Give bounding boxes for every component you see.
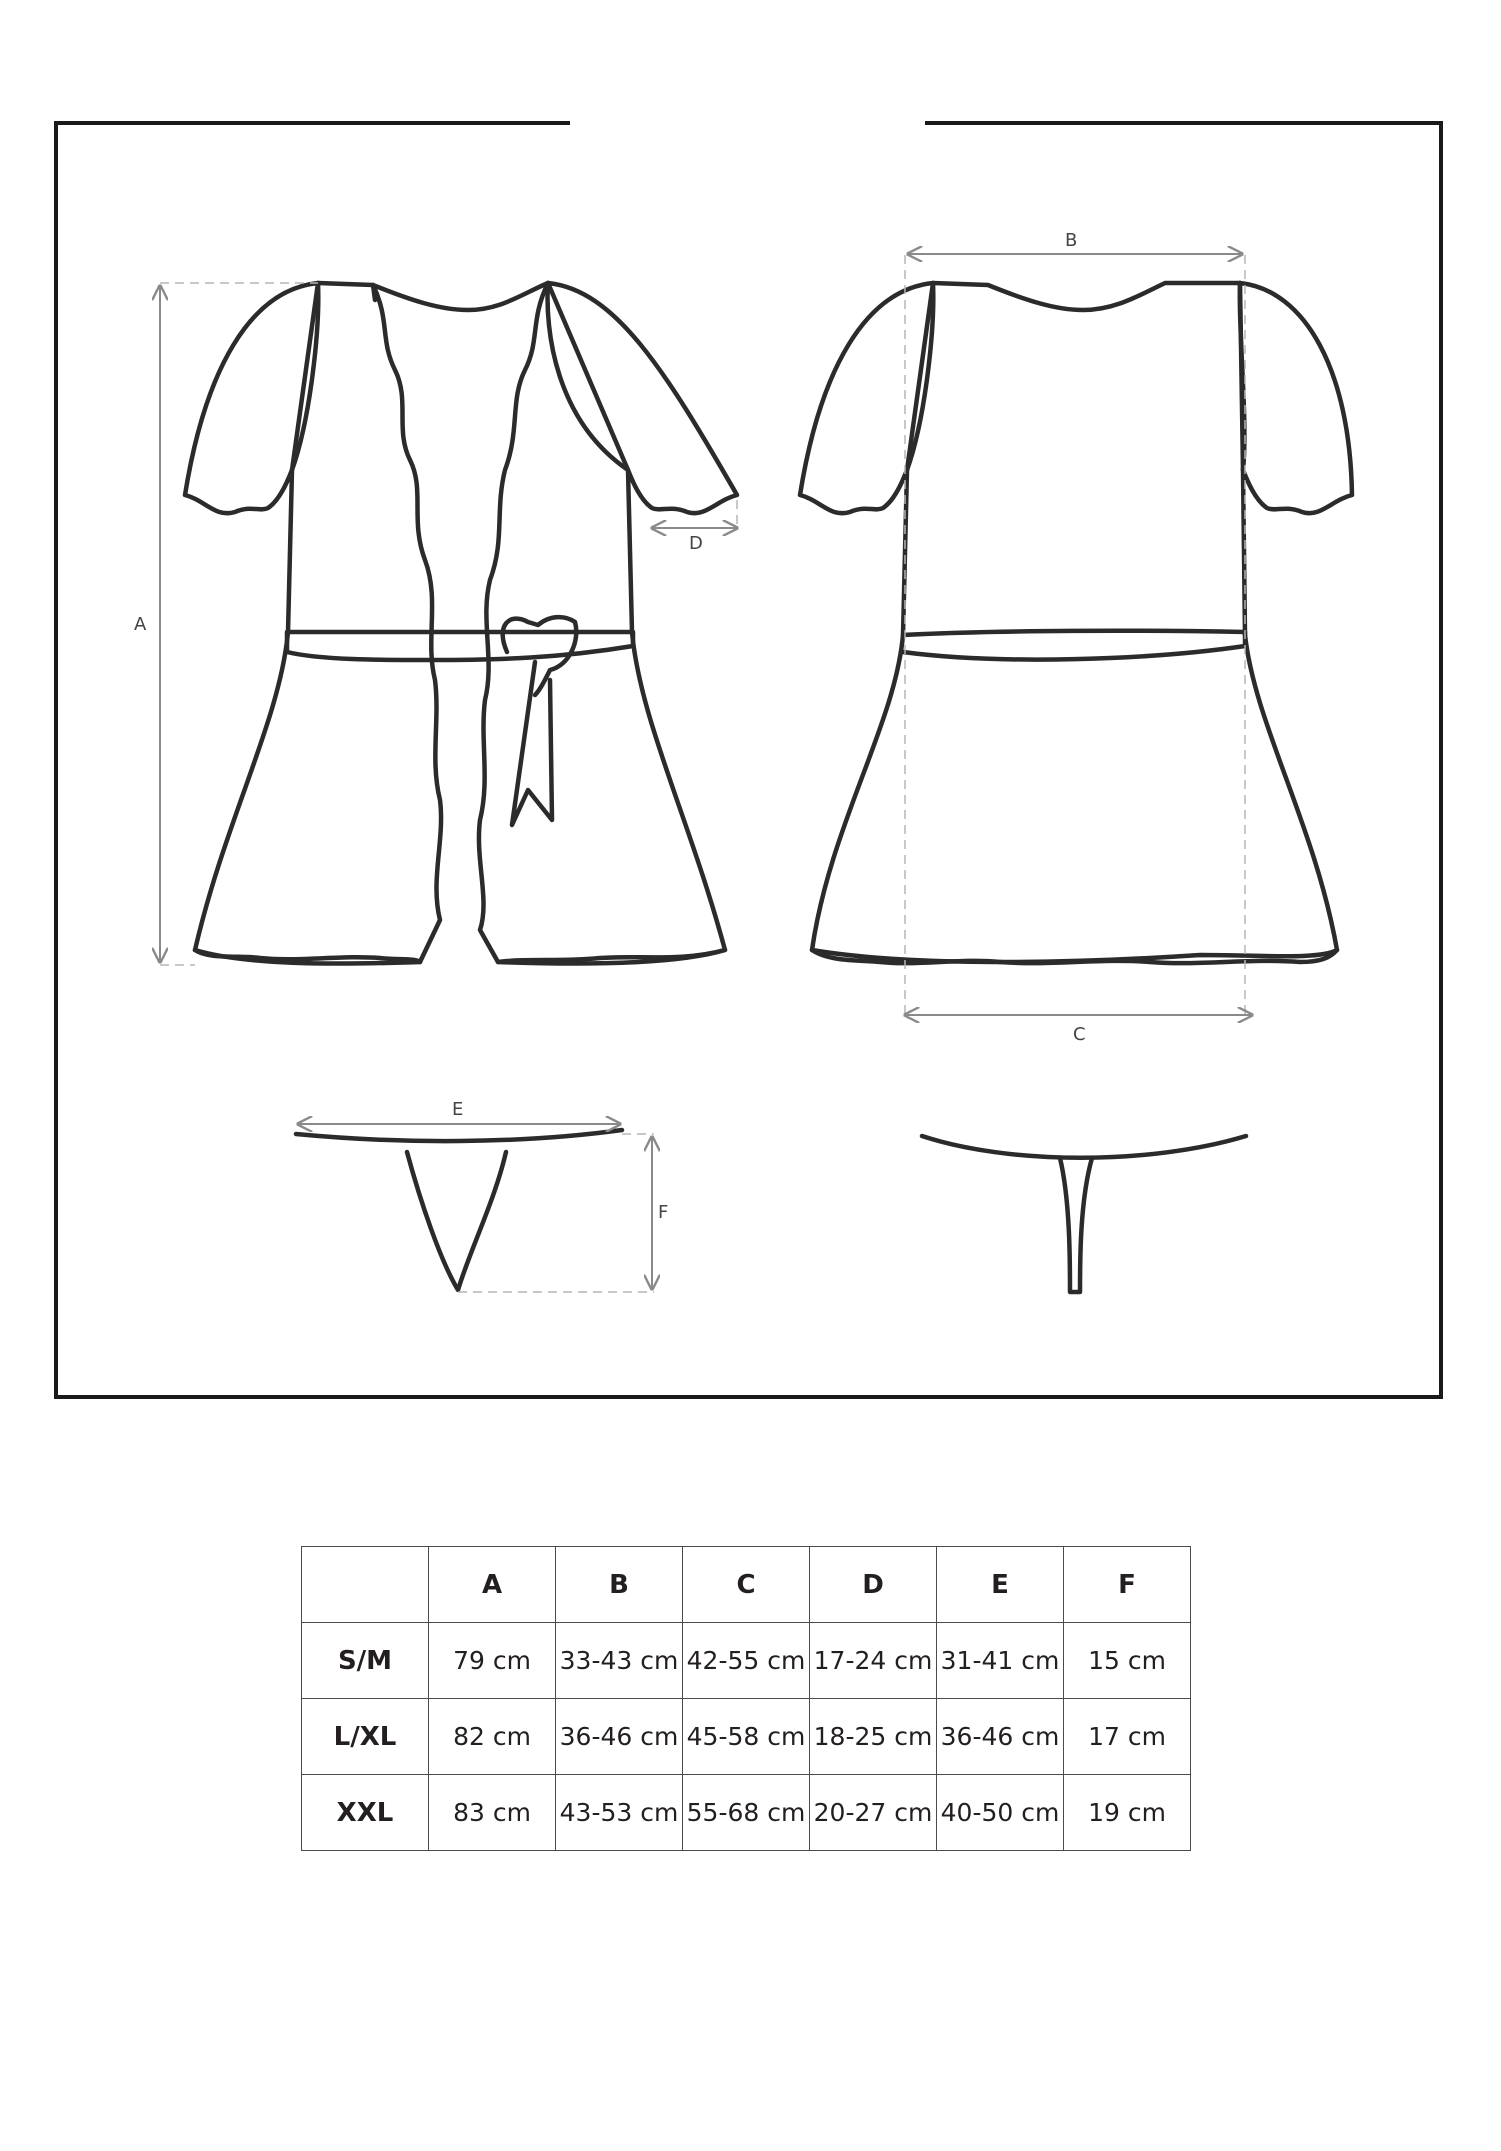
table-header-cell: E — [937, 1547, 1064, 1623]
size-chart-table — [301, 1546, 1191, 1851]
table-cell: 15 cm — [1064, 1623, 1191, 1699]
table-cell: 42-55 cm — [683, 1623, 810, 1699]
table-cell: 36-46 cm — [556, 1699, 683, 1775]
thong-front-view — [296, 1130, 622, 1290]
dimension-label-b: B — [1065, 230, 1078, 251]
table-header-cell: B — [556, 1547, 683, 1623]
dimension-label-f: F — [658, 1202, 669, 1223]
table-cell: 33-43 cm — [556, 1623, 683, 1699]
table-cell: 17-24 cm — [810, 1623, 937, 1699]
table-cell: 17 cm — [1064, 1699, 1191, 1775]
table-cell: 36-46 cm — [937, 1699, 1064, 1775]
table-header-cell: A — [429, 1547, 556, 1623]
drawing-frame — [56, 123, 1441, 1397]
dimension-label-e: E — [452, 1099, 464, 1120]
table-row — [302, 1699, 1191, 1775]
table-cell: 45-58 cm — [683, 1699, 810, 1775]
table-cell: 19 cm — [1064, 1775, 1191, 1851]
dimension-c — [905, 1015, 1252, 1045]
dimension-label-c: C — [1073, 1024, 1086, 1045]
table-cell: 20-27 cm — [810, 1775, 937, 1851]
dimension-label-d: D — [689, 533, 703, 554]
dimension-b — [905, 230, 1245, 1015]
table-header-cell: F — [1064, 1547, 1191, 1623]
table-cell: 79 cm — [429, 1623, 556, 1699]
table-row — [302, 1775, 1191, 1851]
dimension-e — [298, 1099, 620, 1124]
size-label: XXL — [302, 1775, 429, 1851]
table-row — [302, 1623, 1191, 1699]
table-cell: 55-68 cm — [683, 1775, 810, 1851]
table-cell: 40-50 cm — [937, 1775, 1064, 1851]
robe-front-view — [185, 283, 737, 964]
table-cell: 83 cm — [429, 1775, 556, 1851]
dimension-label-a: A — [134, 614, 147, 635]
size-label: S/M — [302, 1623, 429, 1699]
size-label: L/XL — [302, 1699, 429, 1775]
table-cell: 18-25 cm — [810, 1699, 937, 1775]
robe-back-view — [800, 283, 1352, 963]
table-cell: 31-41 cm — [937, 1623, 1064, 1699]
table-header-cell: D — [810, 1547, 937, 1623]
table-cell: 82 cm — [429, 1699, 556, 1775]
table-header-cell: C — [683, 1547, 810, 1623]
table-header-cell — [302, 1547, 429, 1623]
table-header-row — [302, 1547, 1191, 1623]
thong-back-view — [922, 1136, 1246, 1292]
dimension-f — [458, 1134, 668, 1292]
table-cell: 43-53 cm — [556, 1775, 683, 1851]
